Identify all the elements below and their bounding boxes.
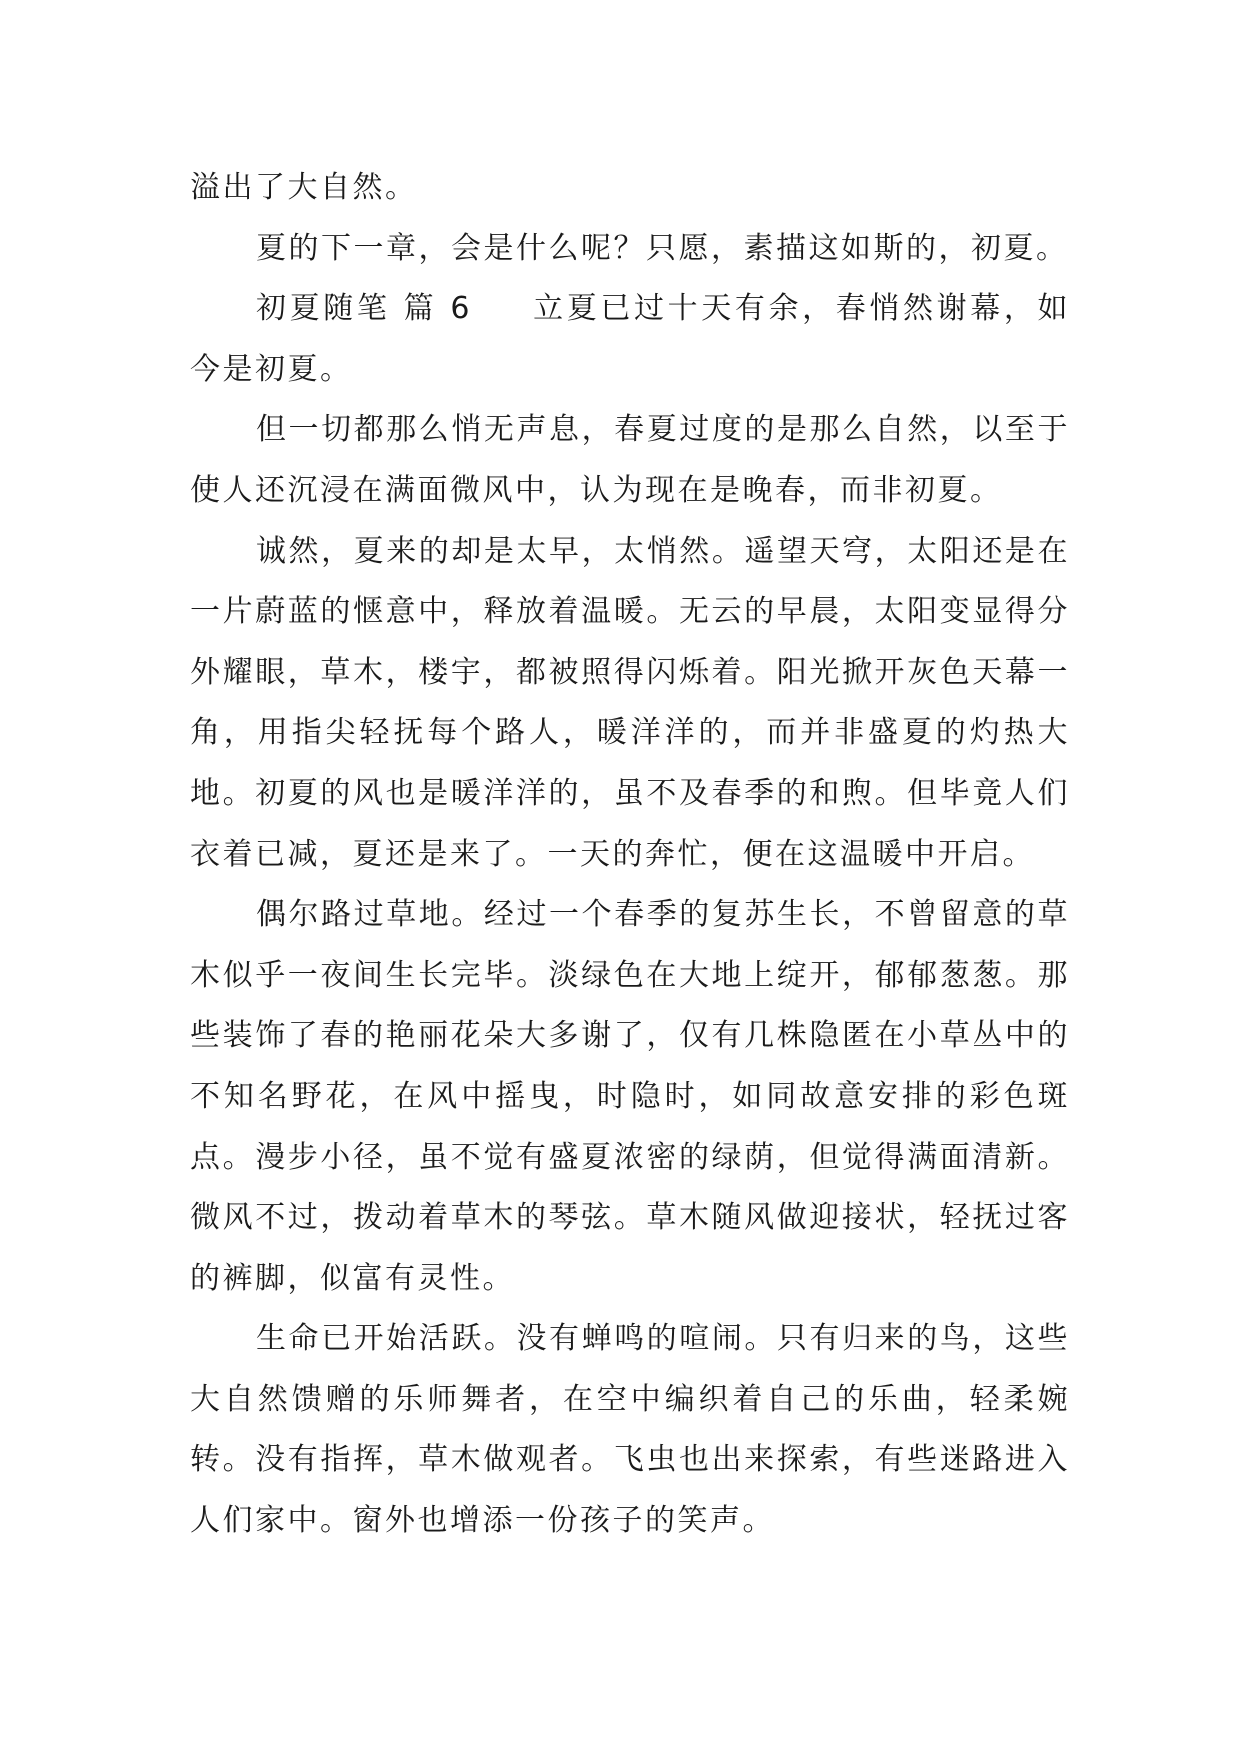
paragraph-2: 夏的下一章，会是什么呢？只愿，素描这如斯的，初夏。 xyxy=(256,230,1069,266)
article-heading: 初夏随笔 篇 6 xyxy=(256,291,473,327)
paragraph-3-text: 立夏已过十天有余，春悄然谢幕，如今是初夏。 xyxy=(190,291,1070,387)
paragraph-1: 溢出了大自然。 xyxy=(190,170,418,205)
paragraph-5: 诚然，夏来的却是太早，太悄然。遥望天穹，太阳还是在一片蔚蓝的惬意中，释放着温暖。无云的早晨，太阳变显得分外耀眼，草木，楼宇，都被照得闪烁着。阳光掀开灰色天幕一角，用指尖轻抚每个路人，暖洋洋的，而并非盛夏的灼热大地。初夏的风也是暖洋洋的，虽不及春季的和煦。但毕竟人们衣着已减，夏还是来了。一天的奔忙，便在这温暖中开启。 xyxy=(190,533,1070,872)
paragraph-6: 偶尔路过草地。经过一个春季的复苏生长，不曾留意的草木似乎一夜间生长完毕。淡绿色在大地上绽开，郁郁葱葱。那些装饰了春的艳丽花朵大多谢了，仅有几株隐匿在小草丛中的不知名野花，在风中摇曳，时隐时，如同故意安排的彩色斑点。漫步小径，虽不觉有盛夏浓密的绿荫，但觉得满面清新。微风不过，拨动着草木的琴弦。草木随风做迎接状，轻抚过客的裤脚，似富有灵性。 xyxy=(190,897,1070,1296)
paragraph-4: 但一切都那么悄无声息，春夏过度的是那么自然，以至于使人还沉浸在满面微风中，认为现在是晚春，而非初夏。 xyxy=(190,412,1070,508)
paragraph-3 xyxy=(190,279,1070,400)
document-body xyxy=(190,158,1070,1552)
paragraph-7: 生命已开始活跃。没有蝉鸣的喧闹。只有归来的鸟，这些大自然馈赠的乐师舞者，在空中编织着自己的乐曲，轻柔婉转。没有指挥，草木做观者。飞虫也出来探索，有些迷路进入人们家中。窗外也增添一份孩子的笑声。 xyxy=(190,1321,1070,1539)
